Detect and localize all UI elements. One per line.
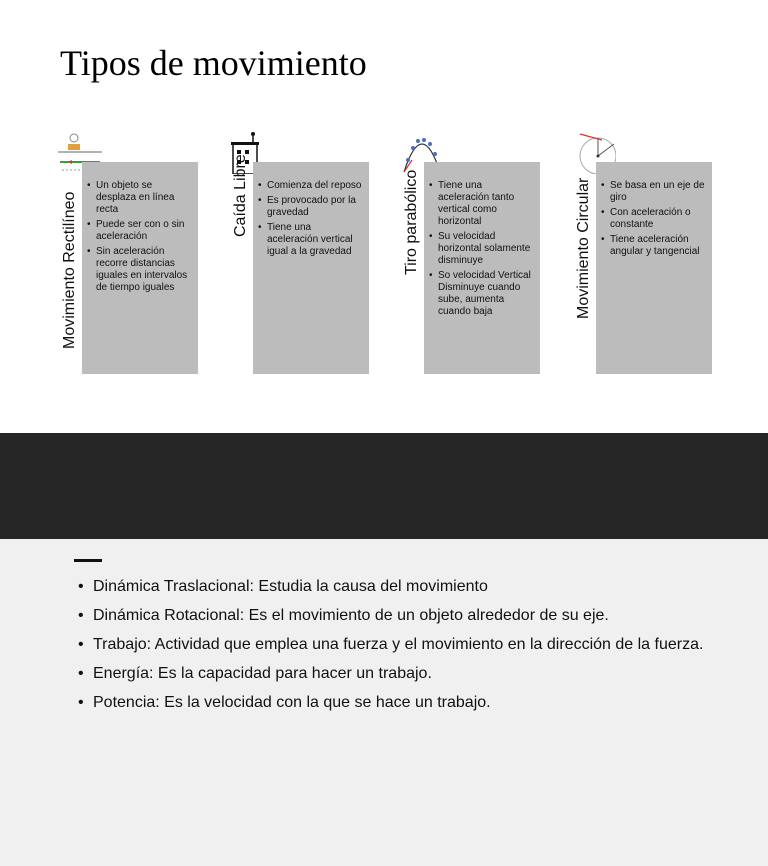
card-label: Movimiento Circular	[575, 177, 592, 319]
bullet-list	[78, 577, 718, 722]
list-item: • So velocidad Vertical Disminuye cuando sube, aumenta cuando baja	[438, 270, 534, 318]
list-item: • Un objeto se desplaza en línea recta	[96, 180, 192, 216]
card-content	[596, 162, 712, 374]
list-item: • Tiene una aceleración tanto vertical como horizontal	[438, 180, 534, 228]
card-label: Movimiento Rectilíneo	[61, 191, 78, 349]
card-content	[82, 162, 198, 374]
card-free-fall	[229, 130, 389, 375]
list-item: • Su velocidad horizontal solamente disminuye	[438, 231, 534, 267]
list-item: • Tiene aceleración angular y tangencial	[610, 234, 706, 258]
list-item: • Potencia: Es la velocidad con la que se hace un trabajo.	[78, 693, 718, 713]
slide-title: Tipos de movimiento	[60, 43, 367, 83]
list-item: • Tiene una aceleración vertical igual a la gravedad	[267, 222, 363, 258]
list-item: • Energía: Es la capacidad para hacer un trabajo.	[78, 664, 718, 684]
list-item: • Puede ser con o sin aceleración	[96, 219, 192, 243]
card-circular	[572, 130, 732, 375]
slide-dynamics	[0, 539, 768, 866]
card-content	[424, 162, 540, 374]
divider-band	[0, 433, 768, 539]
card-rectilinear	[58, 130, 218, 375]
card-content	[253, 162, 369, 374]
list-item: • Sin aceleración recorre distancias iguales en intervalos de tiempo iguales	[96, 246, 192, 294]
list-item: • Trabajo: Actividad que emplea una fuerza y el movimiento en la dirección de la fuerza.	[78, 635, 718, 655]
list-item: • Dinámica Traslacional: Estudia la causa del movimiento	[78, 577, 718, 597]
card-label: Caída Libre	[232, 154, 249, 237]
list-item: • Es provocado por la gravedad	[267, 195, 363, 219]
list-item: • Con aceleración o constante	[610, 207, 706, 231]
list-item: • Se basa en un eje de giro	[610, 180, 706, 204]
list-item: • Dinámica Rotacional: Es el movimiento de un objeto alrededor de su eje.	[78, 606, 718, 626]
list-item: • Comienza del reposo	[267, 180, 363, 192]
title-placeholder-dash	[74, 559, 102, 562]
card-label: Tiro parabólico	[403, 169, 420, 275]
card-projectile	[400, 130, 560, 375]
